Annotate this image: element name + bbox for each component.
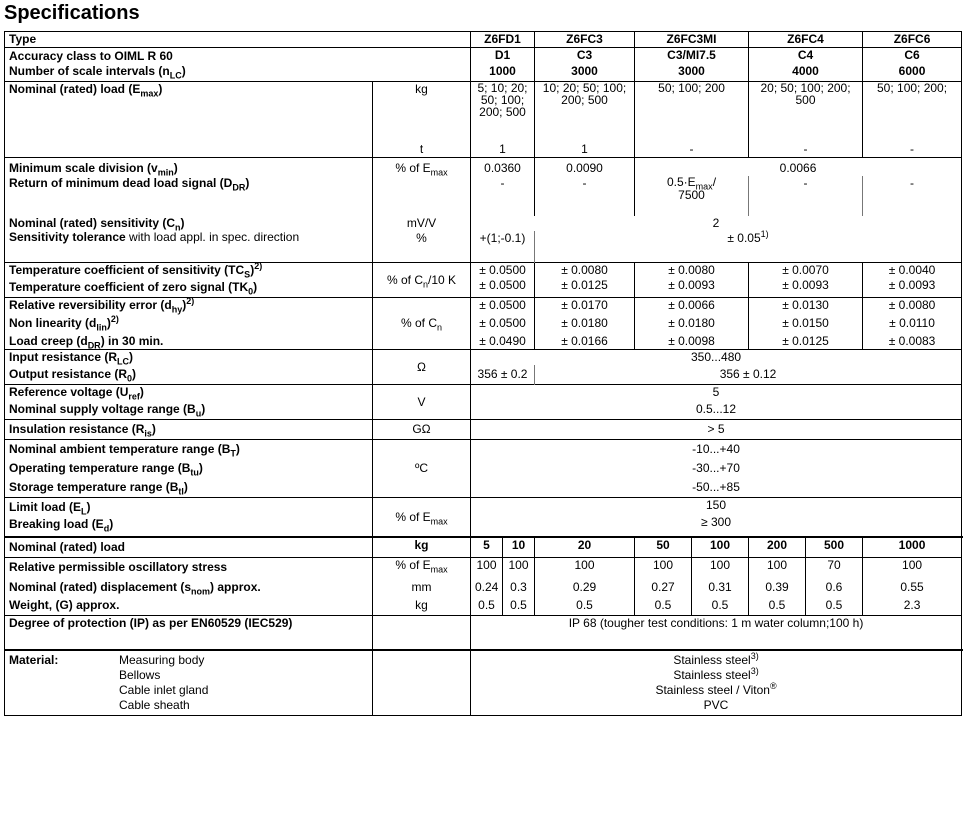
return-dead-value: - — [535, 176, 635, 216]
sensitivity-label: Nominal (rated) sensitivity $(C_n)$ — [5, 216, 373, 231]
nominal-load-unit: kg — [373, 82, 471, 142]
tcs-value: ± 0.0500 — [471, 263, 535, 279]
rlc-value: 350...480 — [471, 350, 962, 366]
nominal-load-value: 50; 100; 200; — [863, 82, 962, 142]
disp-row — [5, 577, 962, 598]
bt-value: -10...+40 — [471, 440, 962, 460]
rlc-row — [5, 350, 962, 366]
r0-value: 356 ± 0.12 — [535, 365, 962, 385]
rated-load-value: 20 — [535, 537, 635, 558]
return-dead-row — [5, 176, 962, 216]
cn-unit: % of $C_n$ — [373, 298, 471, 350]
r0-row — [5, 365, 962, 385]
el-label: Limit load $(E_L)$ — [5, 498, 373, 516]
rated-load-value: 500 — [806, 537, 863, 558]
blank — [5, 142, 373, 158]
ed-value: ≥ 300 — [471, 515, 962, 537]
dhy-row — [5, 298, 962, 314]
sensitivity-row — [5, 216, 962, 231]
ris-label: Insulation resistance $(R_{is})$ — [5, 420, 373, 440]
uref-label: Reference voltage $(U_{ref})$ — [5, 385, 373, 401]
blank — [373, 668, 471, 683]
blank — [373, 683, 471, 698]
rated-load-value: 100 — [692, 537, 749, 558]
page-title: Specifications — [4, 2, 140, 24]
type-row — [5, 32, 962, 48]
ddr-value: ± 0.0166 — [535, 334, 635, 350]
accuracy-value: C4 — [749, 48, 863, 65]
ddr-value: ± 0.0083 — [863, 334, 962, 350]
min-scale-value: 0.0360 — [471, 157, 535, 176]
dhy-value: ± 0.0130 — [749, 298, 863, 314]
osc-value: 70 — [806, 558, 863, 578]
disp-unit: mm — [373, 577, 471, 598]
tk0-label: Temperature coefficient of zero signal $(TK_0)$ — [5, 278, 373, 298]
material-value: Stainless steel$^{3)}$ — [471, 650, 962, 668]
intervals-value: 3000 — [535, 64, 635, 82]
sens-tol-value: +(1;-0.1) — [471, 231, 535, 263]
disp-value: 0.31 — [692, 577, 749, 598]
material-row — [5, 650, 962, 668]
tcs-value: ± 0.0040 — [863, 263, 962, 279]
el-row — [5, 498, 962, 516]
material-item: Cable inlet gland — [5, 683, 373, 698]
type-z6fc4: Z6FC4 — [749, 32, 863, 48]
ed-row — [5, 515, 962, 537]
type-z6fc3mi: Z6FC3MI — [635, 32, 749, 48]
ris-unit: GΩ — [373, 420, 471, 440]
btu-value: -30...+70 — [471, 459, 962, 478]
osc-value: 100 — [863, 558, 962, 578]
disp-value: 0.24 — [471, 577, 503, 598]
intervals-value: 1000 — [471, 64, 535, 82]
tcs-value: ± 0.0070 — [749, 263, 863, 279]
disp-value: 0.39 — [749, 577, 806, 598]
disp-value: 0.55 — [863, 577, 962, 598]
blank — [373, 616, 471, 650]
intervals-value: 6000 — [863, 64, 962, 82]
weight-value: 0.5 — [806, 598, 863, 616]
osc-value: 100 — [749, 558, 806, 578]
tcs-row — [5, 263, 962, 279]
intervals-row — [5, 64, 962, 82]
osc-value: 100 — [535, 558, 635, 578]
dhy-value: ± 0.0066 — [635, 298, 749, 314]
material-item: Bellows — [5, 668, 373, 683]
type-z6fd1: Z6FD1 — [471, 32, 535, 48]
bt-row — [5, 440, 962, 460]
osc-value: 100 — [692, 558, 749, 578]
accuracy-value: C3/MI7.5 — [635, 48, 749, 65]
btl-row — [5, 478, 962, 498]
rated-load-value: 5 — [471, 537, 503, 558]
accuracy-label: Accuracy class to OIML R 60 — [5, 48, 471, 65]
tcs-value: ± 0.0080 — [635, 263, 749, 279]
return-dead-value: - — [749, 176, 863, 216]
nominal-load-t-row — [5, 142, 962, 158]
dhy-value: ± 0.0080 — [863, 298, 962, 314]
dlin-value: ± 0.0110 — [863, 313, 962, 334]
weight-unit: kg — [373, 598, 471, 616]
min-scale-value: 0.0090 — [535, 157, 635, 176]
nominal-load-value: 10; 20; 50; 100; 200; 500 — [535, 82, 635, 142]
min-scale-label: Minimum scale division $(v_{min})$ — [5, 157, 373, 176]
osc-value: 100 — [635, 558, 692, 578]
return-dead-label: Return of minimum dead load signal $(D_{DR})$ — [5, 176, 373, 216]
tk0-row — [5, 278, 962, 298]
dlin-value: ± 0.0180 — [535, 313, 635, 334]
weight-row — [5, 598, 962, 616]
nominal-load-t-value: - — [749, 142, 863, 158]
material-item: Material: Measuring body — [5, 650, 373, 668]
accuracy-value: C6 — [863, 48, 962, 65]
tcs-label: Temperature coefficient of sensitivity $(TC_S)^{2)}$ — [5, 263, 373, 279]
ris-row — [5, 420, 962, 440]
tk0-value: ± 0.0125 — [535, 278, 635, 298]
ddr-value: ± 0.0125 — [749, 334, 863, 350]
bu-label: Nominal supply voltage range $(B_u)$ — [5, 400, 373, 420]
accuracy-value: C3 — [535, 48, 635, 65]
bu-value: 0.5...12 — [471, 400, 962, 420]
type-z6fc3: Z6FC3 — [535, 32, 635, 48]
material-value: Stainless steel / Viton® — [471, 683, 962, 698]
dhy-label: Relative reversibility error $(d_{hy})^{2)}$ — [5, 298, 373, 314]
dlin-value: ± 0.0150 — [749, 313, 863, 334]
osc-label: Relative permissible oscillatory stress — [5, 558, 373, 578]
bu-row — [5, 400, 962, 420]
accuracy-value: D1 — [471, 48, 535, 65]
weight-value: 0.5 — [749, 598, 806, 616]
material-value: Stainless steel$^{3)}$ — [471, 668, 962, 683]
blank — [373, 698, 471, 716]
el-value: 150 — [471, 498, 962, 516]
tcs-value: ± 0.0080 — [535, 263, 635, 279]
sens-tol-label: Sensitivity tolerance with load appl. in spec. direction — [5, 231, 373, 263]
weight-value: 0.5 — [635, 598, 692, 616]
nominal-load-value: 50; 100; 200 — [635, 82, 749, 142]
min-scale-unit: % of $E_{max}$ — [373, 157, 471, 176]
nominal-load-value: 20; 50; 100; 200; 500 — [749, 82, 863, 142]
rated-load-value: 50 — [635, 537, 692, 558]
nominal-load-value: 5; 10; 20; 50; 100; 200; 500 — [471, 82, 535, 142]
disp-value: 0.3 — [503, 577, 535, 598]
weight-label: Weight, (G) approx. — [5, 598, 373, 616]
dlin-row — [5, 313, 962, 334]
sens-tol-value: ± $0.05^{1)}$ — [535, 231, 962, 263]
disp-label: Nominal (rated) displacement $(s_{nom})$ approx. — [5, 577, 373, 598]
disp-value: 0.27 — [635, 577, 692, 598]
sens-tol-unit: % — [373, 231, 471, 263]
intervals-value: 4000 — [749, 64, 863, 82]
material-row — [5, 698, 962, 716]
return-dead-mi-value: $0.5\cdot E_{max}/$ 7500 — [635, 176, 749, 216]
tk0-value: ± 0.0093 — [863, 278, 962, 298]
ddr-row — [5, 334, 962, 350]
ip-label: Degree of protection (IP) as per EN60529 (IEC529) — [5, 616, 373, 650]
return-dead-value: - — [863, 176, 962, 216]
intervals-value: 3000 — [635, 64, 749, 82]
dlin-label: Non linearity $(d_{lin})^{2)}$ — [5, 313, 373, 334]
blank — [373, 176, 471, 216]
ddr-value: ± 0.0490 — [471, 334, 535, 350]
nominal-load-t-value: - — [863, 142, 962, 158]
tk0-value: ± 0.0500 — [471, 278, 535, 298]
intervals-label: Number of scale intervals $(n_{LC})$ — [5, 64, 471, 82]
osc-value: 100 — [503, 558, 535, 578]
ed-label: Breaking load $(E_d)$ — [5, 515, 373, 537]
dhy-value: ± 0.0170 — [535, 298, 635, 314]
ris-value: > 5 — [471, 420, 962, 440]
weight-value: 0.5 — [692, 598, 749, 616]
r0-value: 356 ± 0.2 — [471, 365, 535, 385]
degc-unit: ºC — [373, 440, 471, 498]
min-scale-value: 0.0066 — [635, 157, 962, 176]
material-label: Material: — [9, 652, 59, 667]
sens-tol-row — [5, 231, 962, 263]
material-row — [5, 683, 962, 698]
uref-row — [5, 385, 962, 401]
sensitivity-unit: mV/V — [373, 216, 471, 231]
rated-load-value: 1000 — [863, 537, 962, 558]
return-dead-value: - — [471, 176, 535, 216]
osc-value: 100 — [471, 558, 503, 578]
nominal-load-t-value: 1 — [471, 142, 535, 158]
nominal-load-t-unit: t — [373, 142, 471, 158]
ip-value: IP 68 (tougher test conditions: 1 m water column;100 h) — [471, 616, 962, 650]
osc-row — [5, 558, 962, 578]
ip-row — [5, 616, 962, 650]
blank — [373, 650, 471, 668]
rated-load-value: 10 — [503, 537, 535, 558]
nominal-load-t-value: - — [635, 142, 749, 158]
btl-value: -50...+85 — [471, 478, 962, 498]
dlin-value: ± 0.0180 — [635, 313, 749, 334]
temp-coeff-unit: % of $C_n/10$ K — [373, 263, 471, 298]
disp-value: 0.6 — [806, 577, 863, 598]
nominal-load-label: Nominal (rated) load $(E_{max})$ — [5, 82, 373, 142]
volt-unit: V — [373, 385, 471, 420]
disp-value: 0.29 — [535, 577, 635, 598]
nominal-load-row — [5, 82, 962, 142]
nominal-load-t-value: 1 — [535, 142, 635, 158]
rlc-label: Input resistance $(R_{LC})$ — [5, 350, 373, 366]
rated-load-label: Nominal (rated) load — [5, 537, 373, 558]
dlin-value: ± 0.0500 — [471, 313, 535, 334]
btu-label: Operating temperature range $(B_{tu})$ — [5, 459, 373, 478]
ddr-label: Load creep $(d_{DR})$ in 30 min. — [5, 334, 373, 350]
btu-row — [5, 459, 962, 478]
tk0-value: ± 0.0093 — [635, 278, 749, 298]
material-item: Cable sheath — [5, 698, 373, 716]
min-scale-row — [5, 157, 962, 176]
weight-value: 0.5 — [471, 598, 503, 616]
osc-unit: % of $E_{max}$ — [373, 558, 471, 578]
rated-load-row — [5, 537, 962, 558]
ddr-value: ± 0.0098 — [635, 334, 749, 350]
accuracy-row — [5, 48, 962, 65]
specifications-table — [4, 31, 962, 716]
rated-load-unit: kg — [373, 537, 471, 558]
weight-value: 0.5 — [503, 598, 535, 616]
type-z6fc6: Z6FC6 — [863, 32, 962, 48]
weight-value: 0.5 — [535, 598, 635, 616]
uref-value: 5 — [471, 385, 962, 401]
bt-label: Nominal ambient temperature range $(B_T)$ — [5, 440, 373, 460]
ohm-unit: Ω — [373, 350, 471, 385]
r0-label: Output resistance $(R_0)$ — [5, 365, 373, 385]
btl-label: Storage temperature range $(B_{tl})$ — [5, 478, 373, 498]
material-row — [5, 668, 962, 683]
material-value: PVC — [471, 698, 962, 716]
emax-unit: % of $E_{max}$ — [373, 498, 471, 538]
tk0-value: ± 0.0093 — [749, 278, 863, 298]
dhy-value: ± 0.0500 — [471, 298, 535, 314]
type-label: Type — [5, 32, 471, 48]
weight-value: 2.3 — [863, 598, 962, 616]
rated-load-value: 200 — [749, 537, 806, 558]
sensitivity-value: 2 — [471, 216, 962, 231]
